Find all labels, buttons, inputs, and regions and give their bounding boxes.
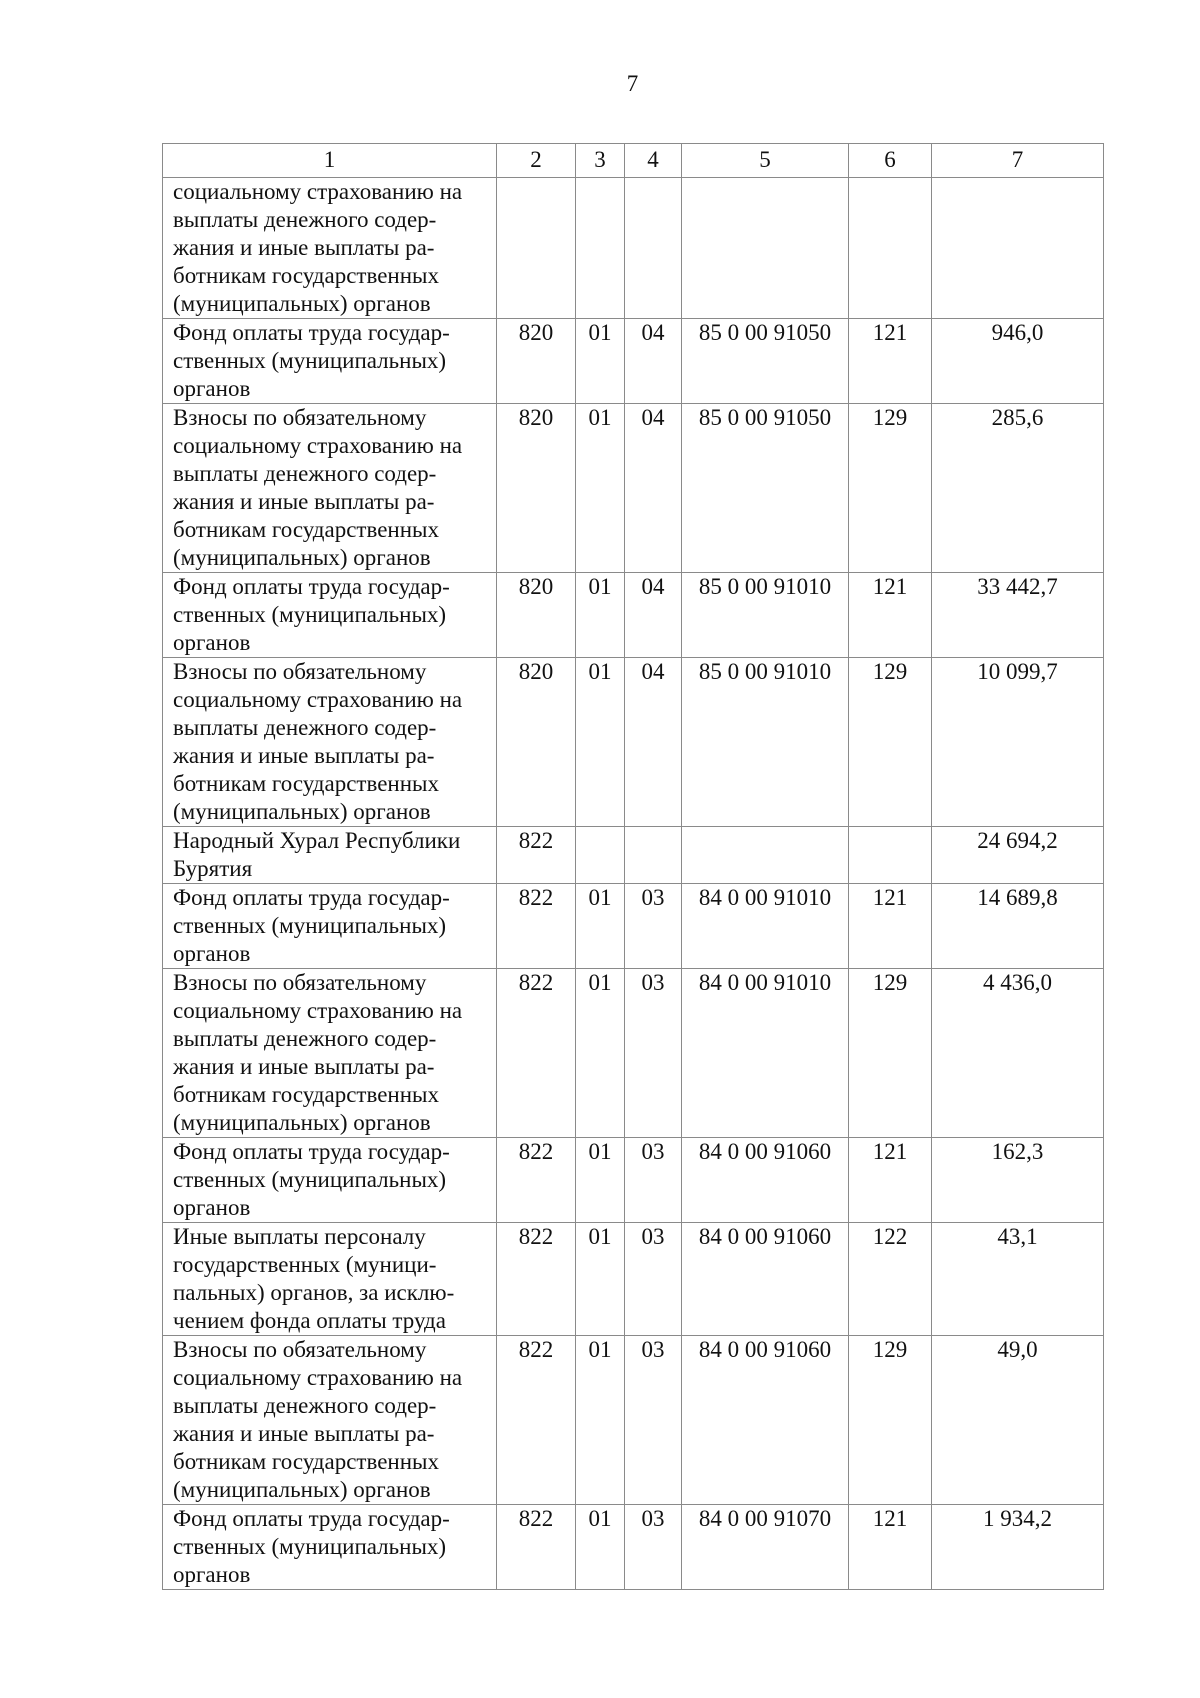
- section-code-cell: 01: [576, 1505, 625, 1590]
- expense-type-cell: 121: [849, 573, 932, 658]
- target-article-cell: 84 0 00 91060: [682, 1336, 849, 1505]
- section-code-cell: 01: [576, 1336, 625, 1505]
- table-row: [163, 1336, 1104, 1505]
- amount-cell: 946,0: [932, 319, 1104, 404]
- item-name-line: ственных (муниципальных): [173, 602, 447, 627]
- target-article-cell: 85 0 00 91010: [682, 658, 849, 827]
- item-name-line: Фонд оплаты труда государ-: [173, 574, 450, 599]
- target-article-cell: 84 0 00 91010: [682, 884, 849, 969]
- expense-type-cell: 129: [849, 658, 932, 827]
- item-name-line: ственных (муниципальных): [173, 913, 447, 938]
- item-name-line: (муниципальных) органов: [173, 291, 431, 316]
- item-name-cell: [163, 1223, 497, 1336]
- target-article-cell: 84 0 00 91070: [682, 1505, 849, 1590]
- item-name-line: ботникам государственных: [173, 1449, 439, 1474]
- table-row: [163, 573, 1104, 658]
- item-name-line: ботникам государственных: [173, 1082, 439, 1107]
- table-row: [163, 969, 1104, 1138]
- item-name-line: государственных (муници-: [173, 1252, 437, 1277]
- subsection-code-cell: [625, 178, 682, 319]
- department-code-cell: 822: [497, 827, 576, 884]
- section-code-cell: 01: [576, 969, 625, 1138]
- department-code-cell: 822: [497, 1223, 576, 1336]
- item-name-line: жания и иные выплаты ра-: [173, 489, 435, 514]
- item-name-line: чением фонда оплаты труда: [173, 1308, 446, 1333]
- item-name-line: жания и иные выплаты ра-: [173, 1421, 435, 1446]
- item-name-line: социальному страхованию на: [173, 179, 463, 204]
- table-row: [163, 827, 1104, 884]
- amount-cell: 285,6: [932, 404, 1104, 573]
- amount-cell: 43,1: [932, 1223, 1104, 1336]
- expense-type-cell: [849, 178, 932, 319]
- item-name-line: социальному страхованию на: [173, 1365, 463, 1390]
- section-code-cell: 01: [576, 319, 625, 404]
- item-name-cell: [163, 404, 497, 573]
- subsection-code-cell: 04: [625, 658, 682, 827]
- subsection-code-cell: 03: [625, 1336, 682, 1505]
- department-code-cell: 822: [497, 1505, 576, 1590]
- item-name-line: органов: [173, 630, 251, 655]
- item-name-line: пальных) органов, за исклю-: [173, 1280, 455, 1305]
- section-code-cell: 01: [576, 573, 625, 658]
- amount-cell: 24 694,2: [932, 827, 1104, 884]
- item-name-line: органов: [173, 376, 251, 401]
- amount-cell: 1 934,2: [932, 1505, 1104, 1590]
- item-name-line: социальному страхованию на: [173, 998, 463, 1023]
- item-name-line: Фонд оплаты труда государ-: [173, 320, 450, 345]
- item-name-cell: [163, 827, 497, 884]
- header-cell: 1: [163, 144, 497, 178]
- table-row: [163, 884, 1104, 969]
- header-cell: 5: [682, 144, 849, 178]
- page-number: 7: [626, 71, 639, 96]
- item-name-line: Фонд оплаты труда государ-: [173, 1139, 450, 1164]
- item-name-line: ственных (муниципальных): [173, 1167, 447, 1192]
- amount-cell: [932, 178, 1104, 319]
- expense-type-cell: 129: [849, 969, 932, 1138]
- item-name-line: ственных (муниципальных): [173, 348, 447, 373]
- subsection-code-cell: 03: [625, 1505, 682, 1590]
- item-name-line: социальному страхованию на: [173, 687, 463, 712]
- table-row: [163, 1505, 1104, 1590]
- item-name-line: Фонд оплаты труда государ-: [173, 885, 450, 910]
- target-article-cell: [682, 178, 849, 319]
- department-code-cell: 822: [497, 1336, 576, 1505]
- item-name-line: жания и иные выплаты ра-: [173, 1054, 435, 1079]
- item-name-line: Взносы по обязательному: [173, 970, 427, 995]
- subsection-code-cell: 03: [625, 969, 682, 1138]
- department-code-cell: 820: [497, 573, 576, 658]
- expense-type-cell: 129: [849, 1336, 932, 1505]
- item-name-line: жания и иные выплаты ра-: [173, 235, 435, 260]
- amount-cell: 162,3: [932, 1138, 1104, 1223]
- item-name-cell: [163, 884, 497, 969]
- target-article-cell: 84 0 00 91060: [682, 1223, 849, 1336]
- department-code-cell: 822: [497, 969, 576, 1138]
- item-name-cell: [163, 1336, 497, 1505]
- expense-type-cell: 122: [849, 1223, 932, 1336]
- item-name-cell: [163, 969, 497, 1138]
- header-cell: 2: [497, 144, 576, 178]
- department-code-cell: [497, 178, 576, 319]
- table-row: [163, 658, 1104, 827]
- item-name-line: ботникам государственных: [173, 771, 439, 796]
- item-name-line: органов: [173, 941, 251, 966]
- item-name-line: Взносы по обязательному: [173, 659, 427, 684]
- subsection-code-cell: 03: [625, 1138, 682, 1223]
- item-name-line: (муниципальных) органов: [173, 1477, 431, 1502]
- item-name-cell: [163, 1505, 497, 1590]
- item-name-line: социальному страхованию на: [173, 433, 463, 458]
- section-code-cell: 01: [576, 1138, 625, 1223]
- table-row: [163, 404, 1104, 573]
- header-row: [163, 144, 1104, 178]
- section-code-cell: [576, 827, 625, 884]
- expense-type-cell: 121: [849, 319, 932, 404]
- item-name-line: (муниципальных) органов: [173, 799, 431, 824]
- table-row: [163, 1138, 1104, 1223]
- item-name-line: Иные выплаты персоналу: [173, 1224, 426, 1249]
- subsection-code-cell: 04: [625, 319, 682, 404]
- target-article-cell: 85 0 00 91050: [682, 319, 849, 404]
- header-cell: 3: [576, 144, 625, 178]
- subsection-code-cell: [625, 827, 682, 884]
- expense-type-cell: [849, 827, 932, 884]
- header-cell: 7: [932, 144, 1104, 178]
- table-row: [163, 319, 1104, 404]
- table-row: [163, 1223, 1104, 1336]
- item-name-line: выплаты денежного содер-: [173, 207, 437, 232]
- item-name-line: органов: [173, 1562, 251, 1587]
- expense-type-cell: 129: [849, 404, 932, 573]
- department-code-cell: 820: [497, 404, 576, 573]
- section-code-cell: 01: [576, 1223, 625, 1336]
- item-name-line: Бурятия: [173, 856, 253, 881]
- item-name-line: органов: [173, 1195, 251, 1220]
- item-name-cell: [163, 658, 497, 827]
- section-code-cell: 01: [576, 658, 625, 827]
- item-name-line: выплаты денежного содер-: [173, 1393, 437, 1418]
- section-code-cell: [576, 178, 625, 319]
- item-name-line: жания и иные выплаты ра-: [173, 743, 435, 768]
- target-article-cell: 85 0 00 91010: [682, 573, 849, 658]
- subsection-code-cell: 03: [625, 884, 682, 969]
- item-name-line: (муниципальных) органов: [173, 545, 431, 570]
- department-code-cell: 822: [497, 884, 576, 969]
- amount-cell: 4 436,0: [932, 969, 1104, 1138]
- item-name-line: ботникам государственных: [173, 263, 439, 288]
- section-code-cell: 01: [576, 404, 625, 573]
- item-name-line: Взносы по обязательному: [173, 1337, 427, 1362]
- item-name-line: ственных (муниципальных): [173, 1534, 447, 1559]
- expense-type-cell: 121: [849, 884, 932, 969]
- header-cell: 4: [625, 144, 682, 178]
- department-code-cell: 820: [497, 658, 576, 827]
- section-code-cell: 01: [576, 884, 625, 969]
- table-row: [163, 178, 1104, 319]
- item-name-cell: [163, 1138, 497, 1223]
- table-body: [163, 178, 1104, 1590]
- amount-cell: 14 689,8: [932, 884, 1104, 969]
- department-code-cell: 820: [497, 319, 576, 404]
- item-name-cell: [163, 178, 497, 319]
- amount-cell: 49,0: [932, 1336, 1104, 1505]
- item-name-line: выплаты денежного содер-: [173, 461, 437, 486]
- subsection-code-cell: 04: [625, 404, 682, 573]
- expense-type-cell: 121: [849, 1138, 932, 1223]
- item-name-cell: [163, 573, 497, 658]
- target-article-cell: 84 0 00 91060: [682, 1138, 849, 1223]
- header-cell: 6: [849, 144, 932, 178]
- item-name-line: Взносы по обязательному: [173, 405, 427, 430]
- item-name-line: ботникам государственных: [173, 517, 439, 542]
- item-name-line: выплаты денежного содер-: [173, 1026, 437, 1051]
- subsection-code-cell: 03: [625, 1223, 682, 1336]
- item-name-line: Фонд оплаты труда государ-: [173, 1506, 450, 1531]
- target-article-cell: [682, 827, 849, 884]
- item-name-cell: [163, 319, 497, 404]
- department-code-cell: 822: [497, 1138, 576, 1223]
- amount-cell: 33 442,7: [932, 573, 1104, 658]
- item-name-line: (муниципальных) органов: [173, 1110, 431, 1135]
- expense-type-cell: 121: [849, 1505, 932, 1590]
- item-name-line: Народный Хурал Республики: [173, 828, 461, 853]
- budget-table: [162, 143, 1104, 1590]
- target-article-cell: 84 0 00 91010: [682, 969, 849, 1138]
- subsection-code-cell: 04: [625, 573, 682, 658]
- amount-cell: 10 099,7: [932, 658, 1104, 827]
- target-article-cell: 85 0 00 91050: [682, 404, 849, 573]
- item-name-line: выплаты денежного содер-: [173, 715, 437, 740]
